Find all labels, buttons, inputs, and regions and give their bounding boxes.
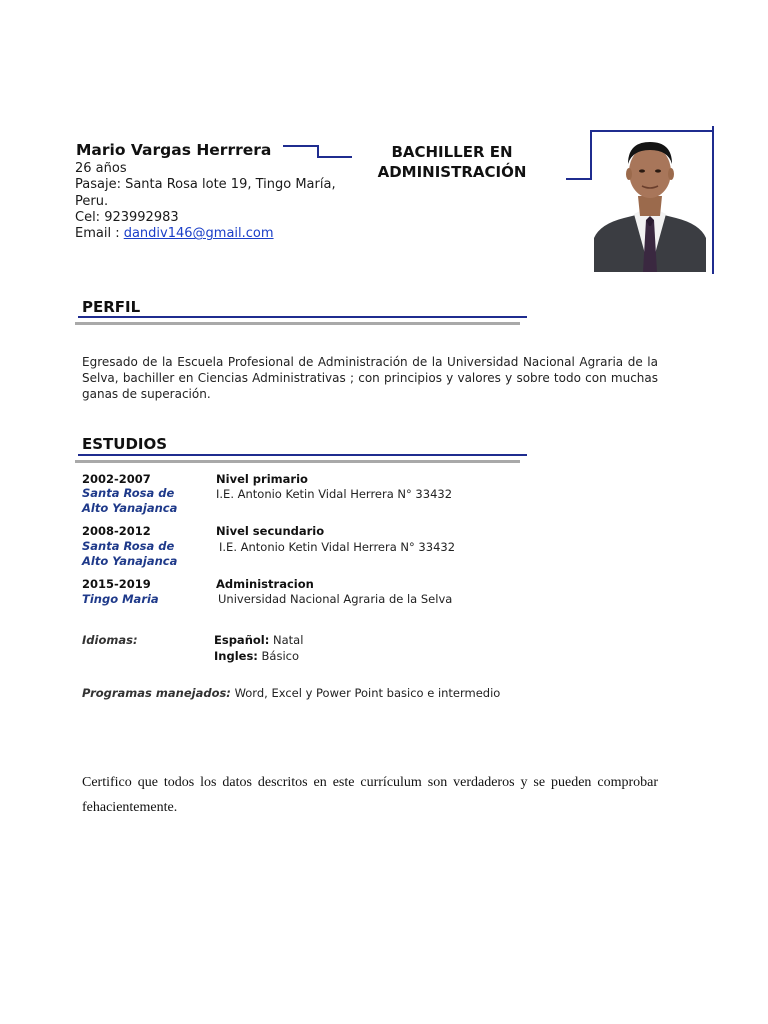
edu-place: [82, 539, 177, 569]
title-decoration: [566, 178, 592, 180]
email-row: [75, 226, 336, 242]
age: 26 años: [75, 161, 127, 176]
title-line-1: BACHILLER EN: [391, 143, 513, 161]
certificacion-text: Certifico que todos los datos descritos en este currículum son verdaderos y se pueden comprobar fehacientemente.: [82, 775, 658, 815]
programas-value: Word, Excel y Power Point basico e intermedio: [230, 686, 501, 700]
idioma-language: Español:: [214, 633, 270, 647]
perfil-gray-rule: [75, 322, 520, 325]
programas-label: Programas manejados:: [82, 686, 231, 700]
perfil-heading: PERFIL: [82, 298, 141, 316]
idioma-row: [214, 648, 303, 664]
edu-place-line-1: Santa Rosa de: [82, 486, 175, 500]
title-line-2: ADMINISTRACIÓN: [377, 163, 527, 181]
title-decoration: [712, 126, 714, 274]
email-label: Email :: [75, 226, 124, 242]
edu-level: Nivel primario: [216, 472, 308, 486]
professional-title: [372, 142, 532, 182]
email-link[interactable]: dandiv146@gmail.com: [123, 226, 274, 242]
idioma-row: [214, 632, 303, 648]
idiomas-label: Idiomas:: [82, 633, 138, 647]
edu-place-line-2: Alto Yanajanca: [82, 501, 178, 515]
edu-institution: Universidad Nacional Agraria de la Selva: [218, 592, 453, 606]
estudios-heading: ESTUDIOS: [82, 435, 168, 453]
programas-row: [82, 686, 500, 700]
estudios-gray-rule: [75, 460, 520, 463]
title-decoration: [590, 130, 592, 180]
edu-level: Nivel secundario: [216, 524, 325, 538]
perfil-text: Egresado de la Escuela Profesional de Administración de la Universidad Nacional Agraria de la Selva, bachiller en Ciencias Administrativas ; con principios y valores y sobre todo con muchas ganas de superación.: [82, 355, 658, 401]
idioma-level: Básico: [257, 649, 300, 663]
title-decoration: [590, 130, 714, 132]
name-underline-decoration: [283, 145, 318, 147]
edu-place: [82, 592, 159, 607]
address-line-2: Peru.: [75, 193, 109, 209]
edu-place: [82, 486, 177, 516]
edu-years: 2008-2012: [82, 524, 151, 538]
edu-place-line-1: Santa Rosa de: [82, 539, 175, 553]
edu-institution: I.E. Antonio Ketin Vidal Herrera N° 33432: [219, 540, 456, 554]
edu-place-line-2: Alto Yanajanca: [82, 554, 178, 568]
profile-photo: [594, 134, 706, 272]
estudios-blue-rule: [78, 454, 527, 456]
idioma-language: Ingles:: [214, 649, 258, 663]
perfil-blue-rule: [78, 316, 527, 318]
profile-photo-illustration: [594, 134, 706, 272]
idiomas-list: [214, 632, 303, 664]
candidate-name: Mario Vargas Herrrera: [76, 141, 272, 159]
idioma-level: Natal: [269, 633, 304, 647]
edu-years: 2002-2007: [82, 472, 151, 486]
edu-years: 2015-2019: [82, 577, 151, 591]
edu-institution: I.E. Antonio Ketin Vidal Herrera N° 33432: [216, 487, 453, 501]
address-line-1: Pasaje: Santa Rosa lote 19, Tingo María,: [75, 177, 336, 193]
contact-block: [75, 161, 336, 242]
name-underline-decoration: [317, 156, 352, 158]
phone: Cel: 923992983: [75, 209, 179, 225]
edu-place-line-1: Tingo Maria: [82, 592, 159, 606]
edu-level: Administracion: [216, 577, 314, 591]
